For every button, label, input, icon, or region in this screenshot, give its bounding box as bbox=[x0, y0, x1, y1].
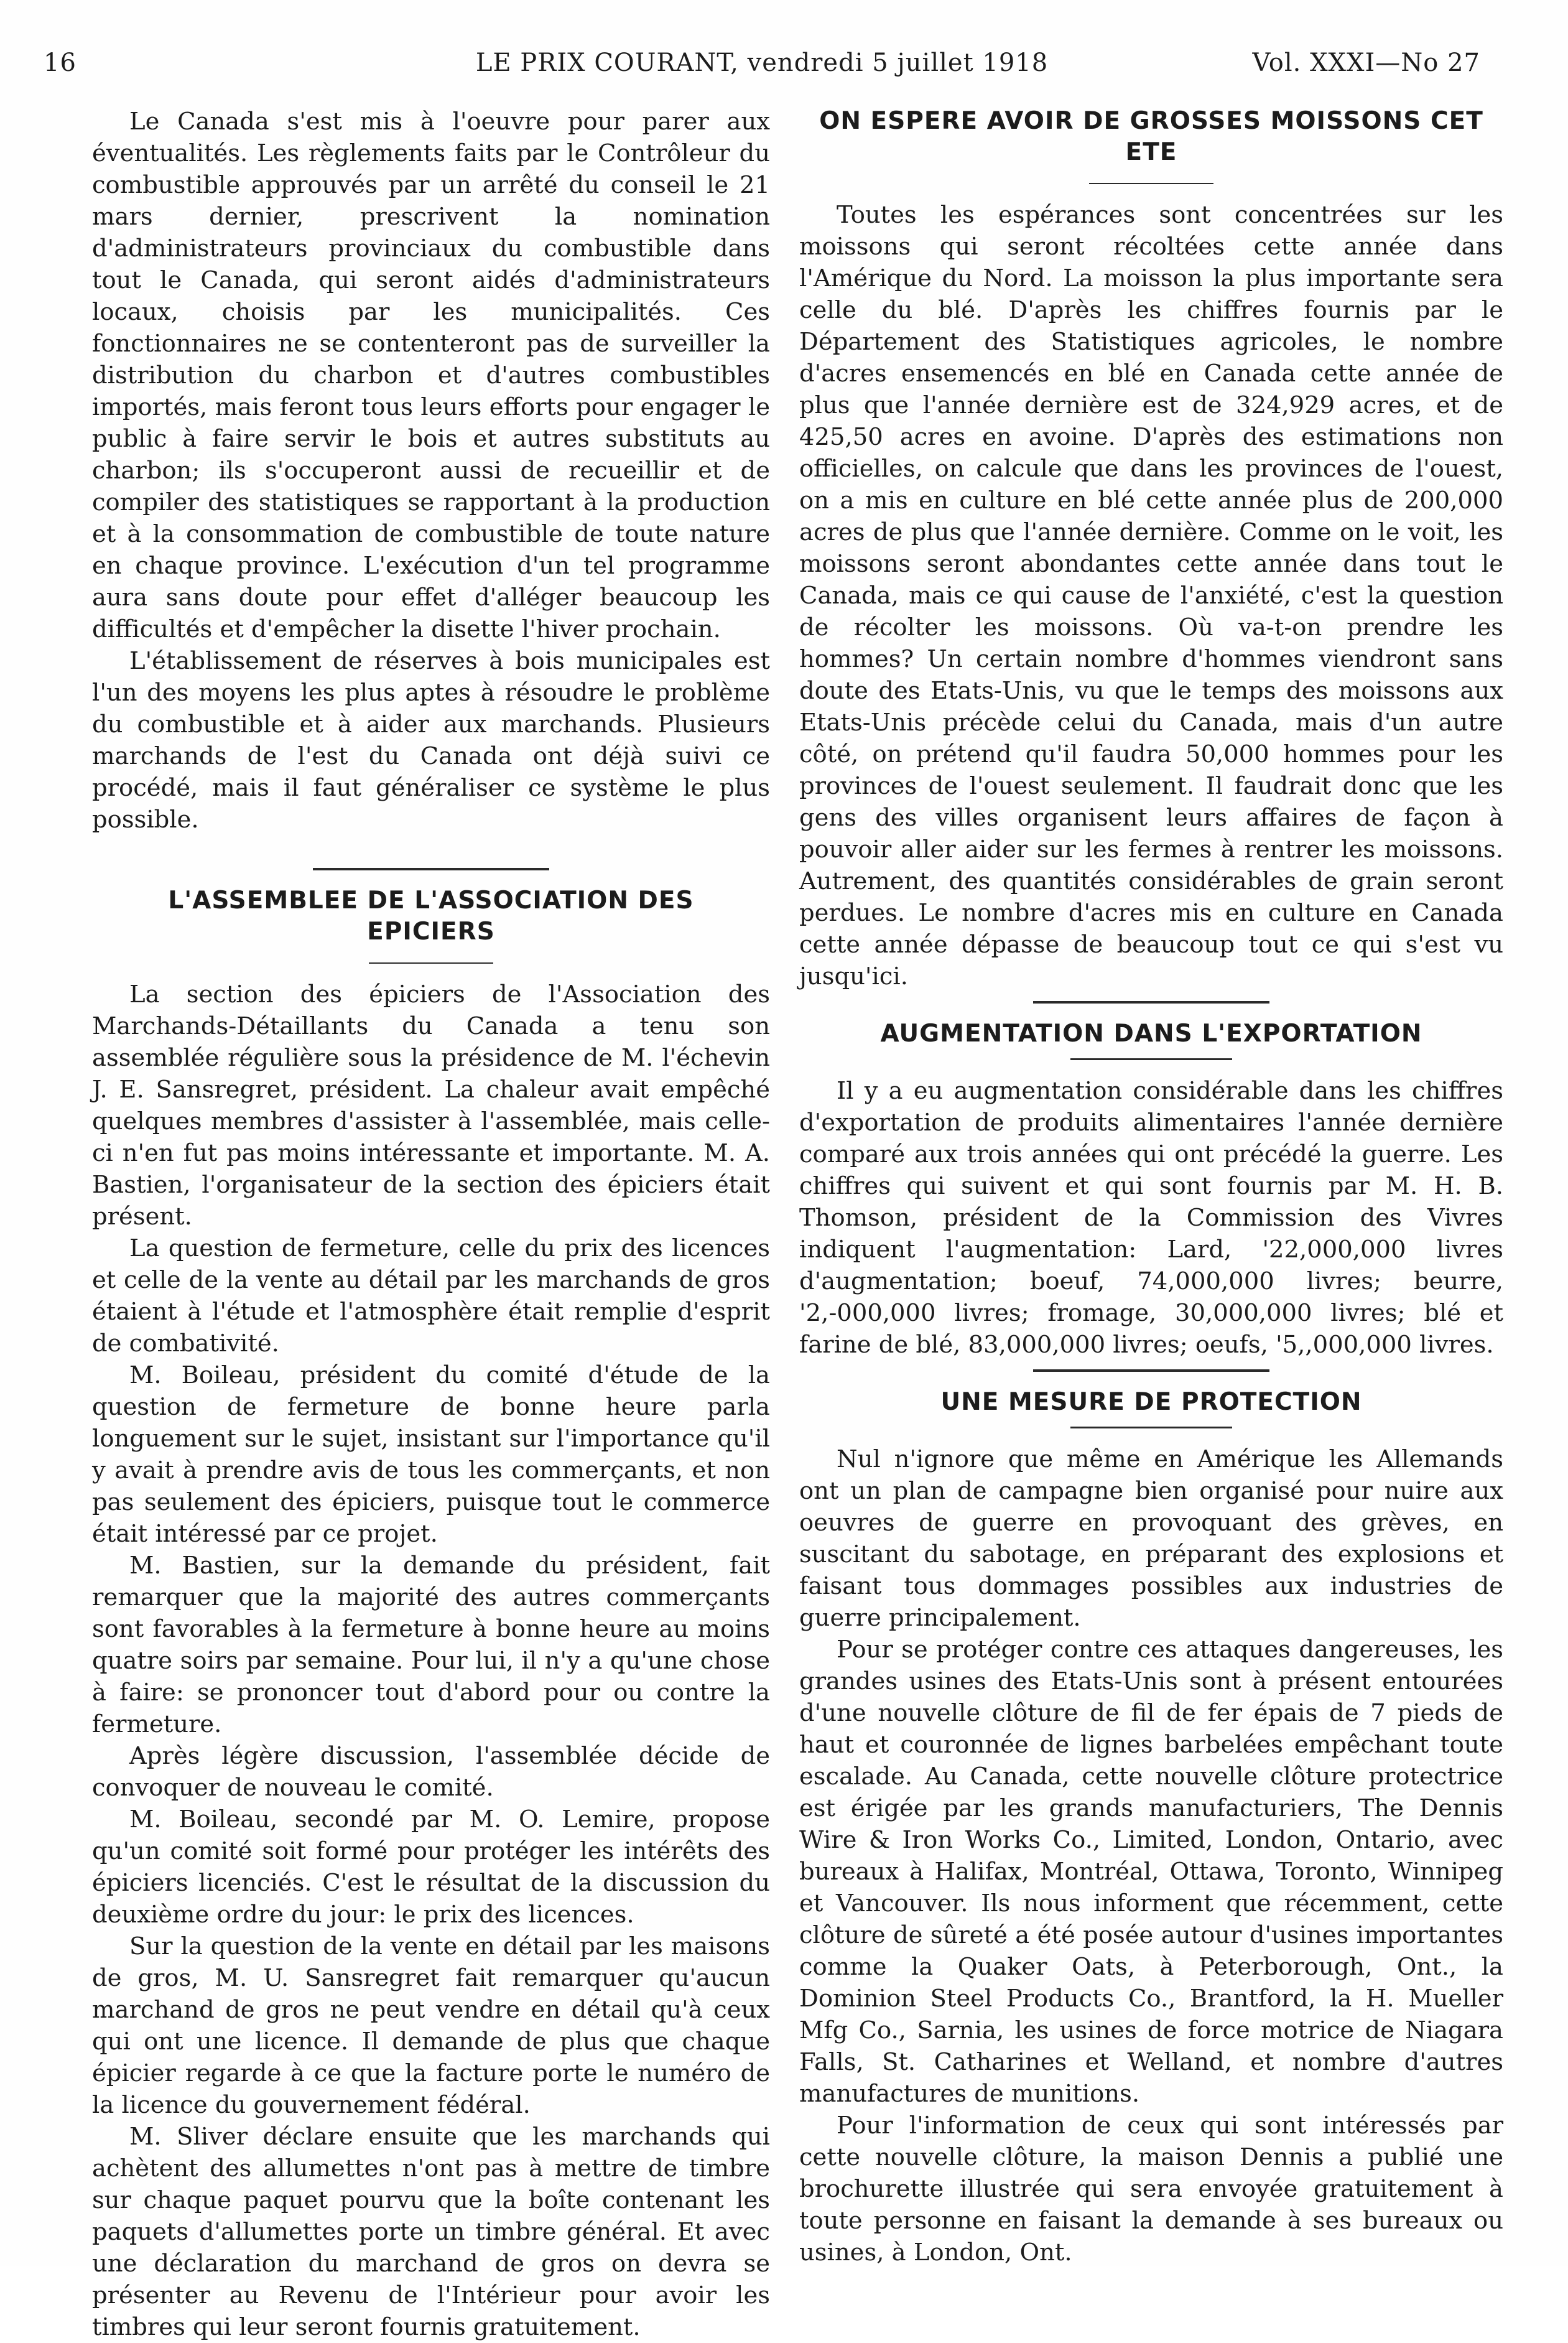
paragraph: M. Boileau, secondé par M. O. Lemire, propose qu'un comité soit formé pour protéger les intérêts des épiciers licenciés. C'est le résultat de la discussion du deuxième ordre du jour: le prix des licences. bbox=[92, 1805, 770, 1929]
paragraph: Il y a eu augmentation considérable dans les chiffres d'exportation de produits alimentaires l'année dernière comparé aux trois années qui ont précédé la guerre. Les chiffres qui suivent et qui sont fournis par M. H. B. Thomson, président de la Commission des Vivres indiquent l'augmentation: Lard, '22,000,000 livres d'augmentation; boeuf, 74,000,000 livres; beurre, '2,-000,000 livres; fromage, 30,000,000 livres; blé et farine de blé, 83,000,000 livres; oeufs, '5,,000,000 livres. bbox=[799, 1077, 1503, 1359]
paragraph: La section des épiciers de l'Association des Marchands-Détaillants du Canada a tenu son assemblée régulière sous la présidence de M. l'échevin J. E. Sansregret, président. La chaleur avait empêché quelques membres d'assister à l'assemblée, mais celle-ci n'en fut pas moins intéressante et importante. M. A. Bastien, l'organisateur de la section des épiciers était présent. bbox=[92, 981, 770, 1231]
paragraph: M. Boileau, président du comité d'étude de la question de fermeture de bonne heure parla longuement sur le sujet, insistant sur l'importance qu'il y avait à prendre avis de tous les commerçants, et non pas seulement des épiciers, puisque tout le commerce était intéressé par ce projet. bbox=[92, 1361, 770, 1548]
publication-title: LE PRIX COURANT, vendredi 5 juillet 1918 bbox=[475, 49, 1049, 77]
left-column bbox=[92, 106, 770, 2343]
headline-assemblee: L'ASSEMBLEE DE L'ASSOCIATION DES EPICIERS bbox=[168, 887, 694, 946]
paragraph: Le Canada s'est mis à l'oeuvre pour parer aux éventualités. Les règlements faits par le Contrôleur du combustible approuvés par un arrêté du conseil le 21 mars dernier, prescrivent la nomination d'administrateurs provinciaux du combustible dans tout le Canada, qui seront aidés d'administrateurs locaux, choisis par les municipalités. Ces fonctionnaires ne se contenteront pas de surveiller la distribution du charbon et d'autres combustibles importés, mais feront tous leurs efforts pour engager le public à faire servir le bois et autres substituts au charbon; ils s'occuperont aussi de recueillir et de compiler des statistiques se rapportant à la production et à la consommation de combustible de toute nature en chaque province. L'exécution d'un tel programme aura sans doute pour effet d'alléger beaucoup les difficultés et d'empêcher la disette l'hiver prochain. bbox=[92, 108, 770, 643]
paragraph: Sur la question de la vente en détail par les maisons de gros, M. U. Sansregret fait remarquer qu'aucun marchand de gros ne peut vendre en détail qu'à ceux qui ont une licence. Il demande de plus que chaque épicier regarde à ce que la facture porte le numéro de la licence du gouvernement fédéral. bbox=[92, 1932, 770, 2119]
paragraph: L'établissement de réserves à bois municipales est l'un des moyens les plus aptes à résoudre le problème du combustible et à aider aux marchands. Plusieurs marchands de l'est du Canada ont déjà suivi ce procédé, mais il faut généraliser ce système le plus possible. bbox=[92, 647, 770, 834]
paragraph: Toutes les espérances sont concentrées sur les moissons qui seront récoltées cette année dans l'Amérique du Nord. La moisson la plus importante sera celle du blé. D'après les chiffres fournis par le Département des Statistiques agricoles, le nombre d'acres ensemencés en blé en Canada cette année de plus que l'année dernière est de 324,929 acres, et de 425,50 acres en avoine. D'après des estimations non officielles, on calcule que dans les provinces de l'ouest, on a mis en culture en blé cette année plus de 200,000 acres de plus que l'année dernière. Comme on le voit, les moissons seront abondantes cette année dans tout le Canada, mais ce qui cause de l'anxiété, c'est la question de récolter les moissons. Où va-t-on prendre les hommes? Un certain nombre d'hommes viendront sans doute des Etats-Unis, vu que le temps des moissons aux Etats-Unis précède celui du Canada, mais d'un autre côté, on prétend qu'il faudra 50,000 hommes pour les provinces de l'ouest seulement. Il faudrait donc que les gens des villes organisent leurs affaires de façon à pouvoir aller aider sur les fermes à rentrer les moissons. Autrement, des quantités considérables de grain seront perdues. Le nombre d'acres mis en culture en Canada cette année dépasse de beaucoup tout ce qui s'est vu jusqu'ici. bbox=[799, 201, 1503, 990]
headline-exportation: AUGMENTATION DANS L'EXPORTATION bbox=[880, 1020, 1422, 1048]
headline-protection: UNE MESURE DE PROTECTION bbox=[940, 1388, 1362, 1416]
paragraph: M. Bastien, sur la demande du président, fait remarquer que la majorité des autres commerçants sont favorables à la fermeture à bonne heure au moins quatre soirs par semaine. Pour lui, il n'y a qu'une chose à faire: se prononcer tout d'abord pour ou contre la fermeture. bbox=[92, 1552, 770, 1738]
paragraph: La question de fermeture, celle du prix des licences et celle de la vente au détail par les marchands de gros étaient à l'étude et l'atmosphère était remplie d'esprit de combativité. bbox=[92, 1234, 770, 1358]
paragraph: Après légère discussion, l'assemblée décide de convoquer de nouveau le comité. bbox=[92, 1742, 770, 1802]
right-column bbox=[799, 106, 1503, 2268]
paragraph: Nul n'ignore que même en Amérique les Allemands ont un plan de campagne bien organisé pour nuire aux oeuvres de guerre en provoquant des grèves, en suscitant du sabotage, en préparant des explosions et faisant tous dommages possibles aux industries de guerre principalement. bbox=[799, 1445, 1503, 1632]
volume-issue: Vol. XXXI—No 27 bbox=[1252, 49, 1480, 77]
paragraph: Pour se protéger contre ces attaques dangereuses, les grandes usines des Etats-Unis sont à présent entourées d'une nouvelle clôture de fil de fer épais de 7 pieds de haut et couronnée de lignes barbelées empêchant toute escalade. Au Canada, cette nouvelle clôture protectrice est érigée par les grands manufacturiers, The Dennis Wire & Iron Works Co., Limited, London, Ontario, avec bureaux à Halifax, Montréal, Ottawa, Toronto, Winnipeg et Vancouver. Ils nous informent que récemment, cette clôture de sûreté a été posée autour d'usines importantes comme la Quaker Oats, à Peterborough, Ont., la Dominion Steel Products Co., Brantford, la H. Mueller Mfg Co., Sarnia, les usines de force motrice de Niagara Falls, St. Catharines et Welland, et nombre d'autres manufactures de munitions. bbox=[799, 1636, 1503, 2108]
page-number: 16 bbox=[44, 49, 77, 77]
paragraph: M. Sliver déclare ensuite que les marchands qui achètent des allumettes n'ont pas à mettre de timbre sur chaque paquet pourvu que la boîte contenant les paquets d'allumettes porte un timbre général. Et avec une déclaration du marchand de gros on devra se présenter au Revenu de l'Intérieur pour avoir les timbres qui leur seront fournis gratuitement. bbox=[92, 2123, 770, 2341]
paragraph: Pour l'information de ceux qui sont intéressés par cette nouvelle clôture, la maison Dennis a publié une brochurette illustrée qui sera envoyée gratuitement à toute personne en faisant la demande à ses bureaux ou usines, à London, Ont. bbox=[799, 2112, 1503, 2266]
headline-moissons: ON ESPERE AVOIR DE GROSSES MOISSONS CET ETE bbox=[819, 107, 1483, 166]
running-header bbox=[44, 49, 1480, 92]
